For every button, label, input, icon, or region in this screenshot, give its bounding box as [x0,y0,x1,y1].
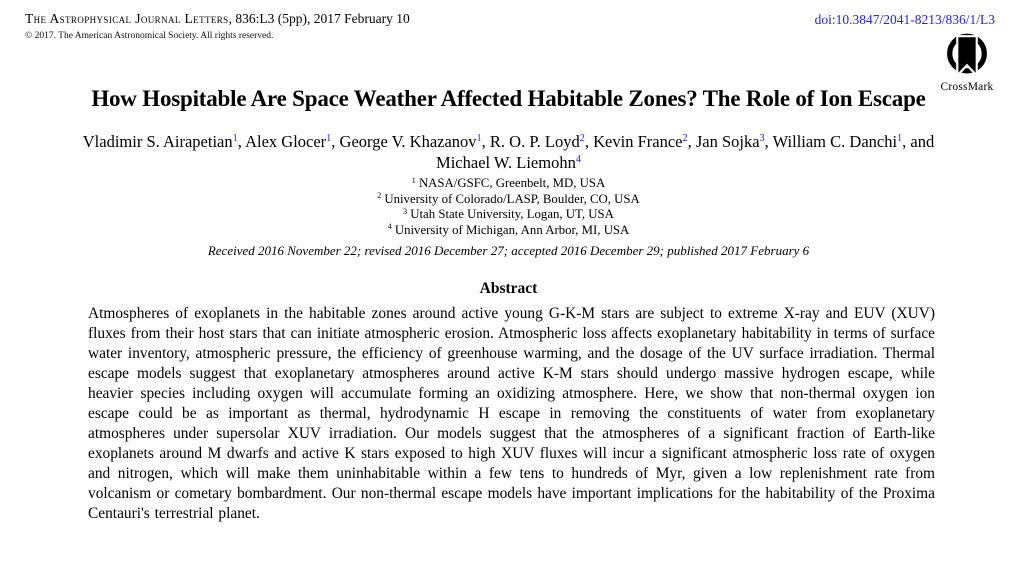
author-name: Alex Glocer [245,132,327,151]
author-name: George V. Khazanov [339,132,477,151]
author [773,132,935,151]
affiliation [0,192,1017,208]
affiliation-number: 3 [403,206,408,216]
author-separator: , [331,132,340,151]
author [436,153,581,172]
affiliation-ref-link[interactable]: 1 [897,133,903,145]
affiliation-text: Utah State University, Logan, UT, USA [410,207,614,222]
affiliation [0,223,1017,239]
author-name: R. O. P. Loyd [489,132,580,151]
author-name: Michael W. Liemohn [436,153,576,172]
crossmark-label: CrossMark [940,81,994,93]
author-name: Kevin France [593,132,683,151]
crossmark-icon [942,31,992,80]
affiliation-text: University of Colorado/LASP, Boulder, CO, USA [384,191,640,206]
affiliation-text: University of Michigan, Ann Arbor, MI, USA [394,222,630,237]
author-separator: , and [902,132,935,151]
affiliation-ref-link[interactable]: 3 [759,133,765,145]
affiliation-ref-link[interactable]: 1 [326,133,332,145]
author [83,132,245,151]
issue-info: , 836:L3 (5pp), 2017 February 10 [228,11,410,26]
affiliation-list [0,176,1017,238]
affiliation-ref-link[interactable]: 4 [575,154,581,166]
author-name: Jan Sojka [695,132,760,151]
author-separator: , [237,132,246,151]
affiliation-ref-link[interactable]: 1 [232,133,238,145]
author [245,132,339,151]
author [696,132,773,151]
author-separator: , [764,132,773,151]
crossmark-badge[interactable] [930,31,1004,93]
affiliation-number: 2 [377,191,382,201]
article-title: How Hospitable Are Space Weather Affected Habitable Zones? The Role of Ion Escape [91,86,926,111]
affiliation-ref-link[interactable]: 2 [579,133,585,145]
author-separator: , [687,132,696,151]
doi-link[interactable]: doi:10.3847/2041-8213/836/1/L3 [814,12,995,27]
journal-header [25,11,410,41]
affiliation [0,207,1017,223]
copyright-line: © 2017. The American Astronomical Society. All rights reserved. [25,31,274,41]
author [340,132,490,151]
authors-line-2 [0,152,1017,173]
author-separator: , [584,132,594,151]
publication-history: Received 2016 November 22; revised 2016 December 27; accepted 2016 December 29; published 2017 February 6 [207,243,810,258]
journal-citation-line [25,11,410,27]
author-name: Vladimir S. Airapetian [82,132,233,151]
affiliation-number: 4 [387,222,392,232]
affiliation-number: 1 [411,175,416,185]
abstract-heading: Abstract [479,280,538,297]
journal-name: The Astrophysical Journal Letters [25,11,229,26]
abstract-text: Atmospheres of exoplanets in the habitable zones around active young G-K-M stars are subject to extreme X-ray and EUV (XUV) fluxes from their host stars that can initiate atmospheric erosion. Atmospheric loss affects exoplanetary habitability in terms of surface water inventory, atmospheric pressure, the efficiency of greenhouse warming, and the dosage of the UV surface irradiation. Thermal escape models suggest that exoplanetary atmospheres around active K-M stars should undergo massive hydrogen escape, while heavier species including oxygen will accumulate forming an oxidizing atmosphere. Here, we show that non-thermal oxygen ion escape could be as important as thermal, hydrodynamic H escape in removing the constituents of water from exoplanetary atmospheres under supersolar XUV irradiation. Our models suggest that the atmospheres of a significant fraction of Earth-like exoplanets around M dwarfs and active K stars exposed to high XUV fluxes will incur a significant atmospheric loss rate of oxygen and nitrogen, which will make them uninhabitable within a few tens to hundreds of Myr, given a low replenishment rate from volcanism or cometary bombardment. Our non-thermal escape models have important implications for the habitability of the Proxima Centauri's terrestrial planet. [88,305,935,522]
author-separator: , [481,132,490,151]
affiliation [0,176,1017,192]
author [593,132,696,151]
affiliation-ref-link[interactable]: 2 [682,133,688,145]
affiliation-ref-link[interactable]: 1 [476,133,482,145]
authors-line-1 [0,131,1017,152]
author-list [0,131,1017,173]
author [490,132,593,151]
author-name: William C. Danchi [772,132,898,151]
affiliation-text: NASA/GSFC, Greenbelt, MD, USA [418,176,606,190]
